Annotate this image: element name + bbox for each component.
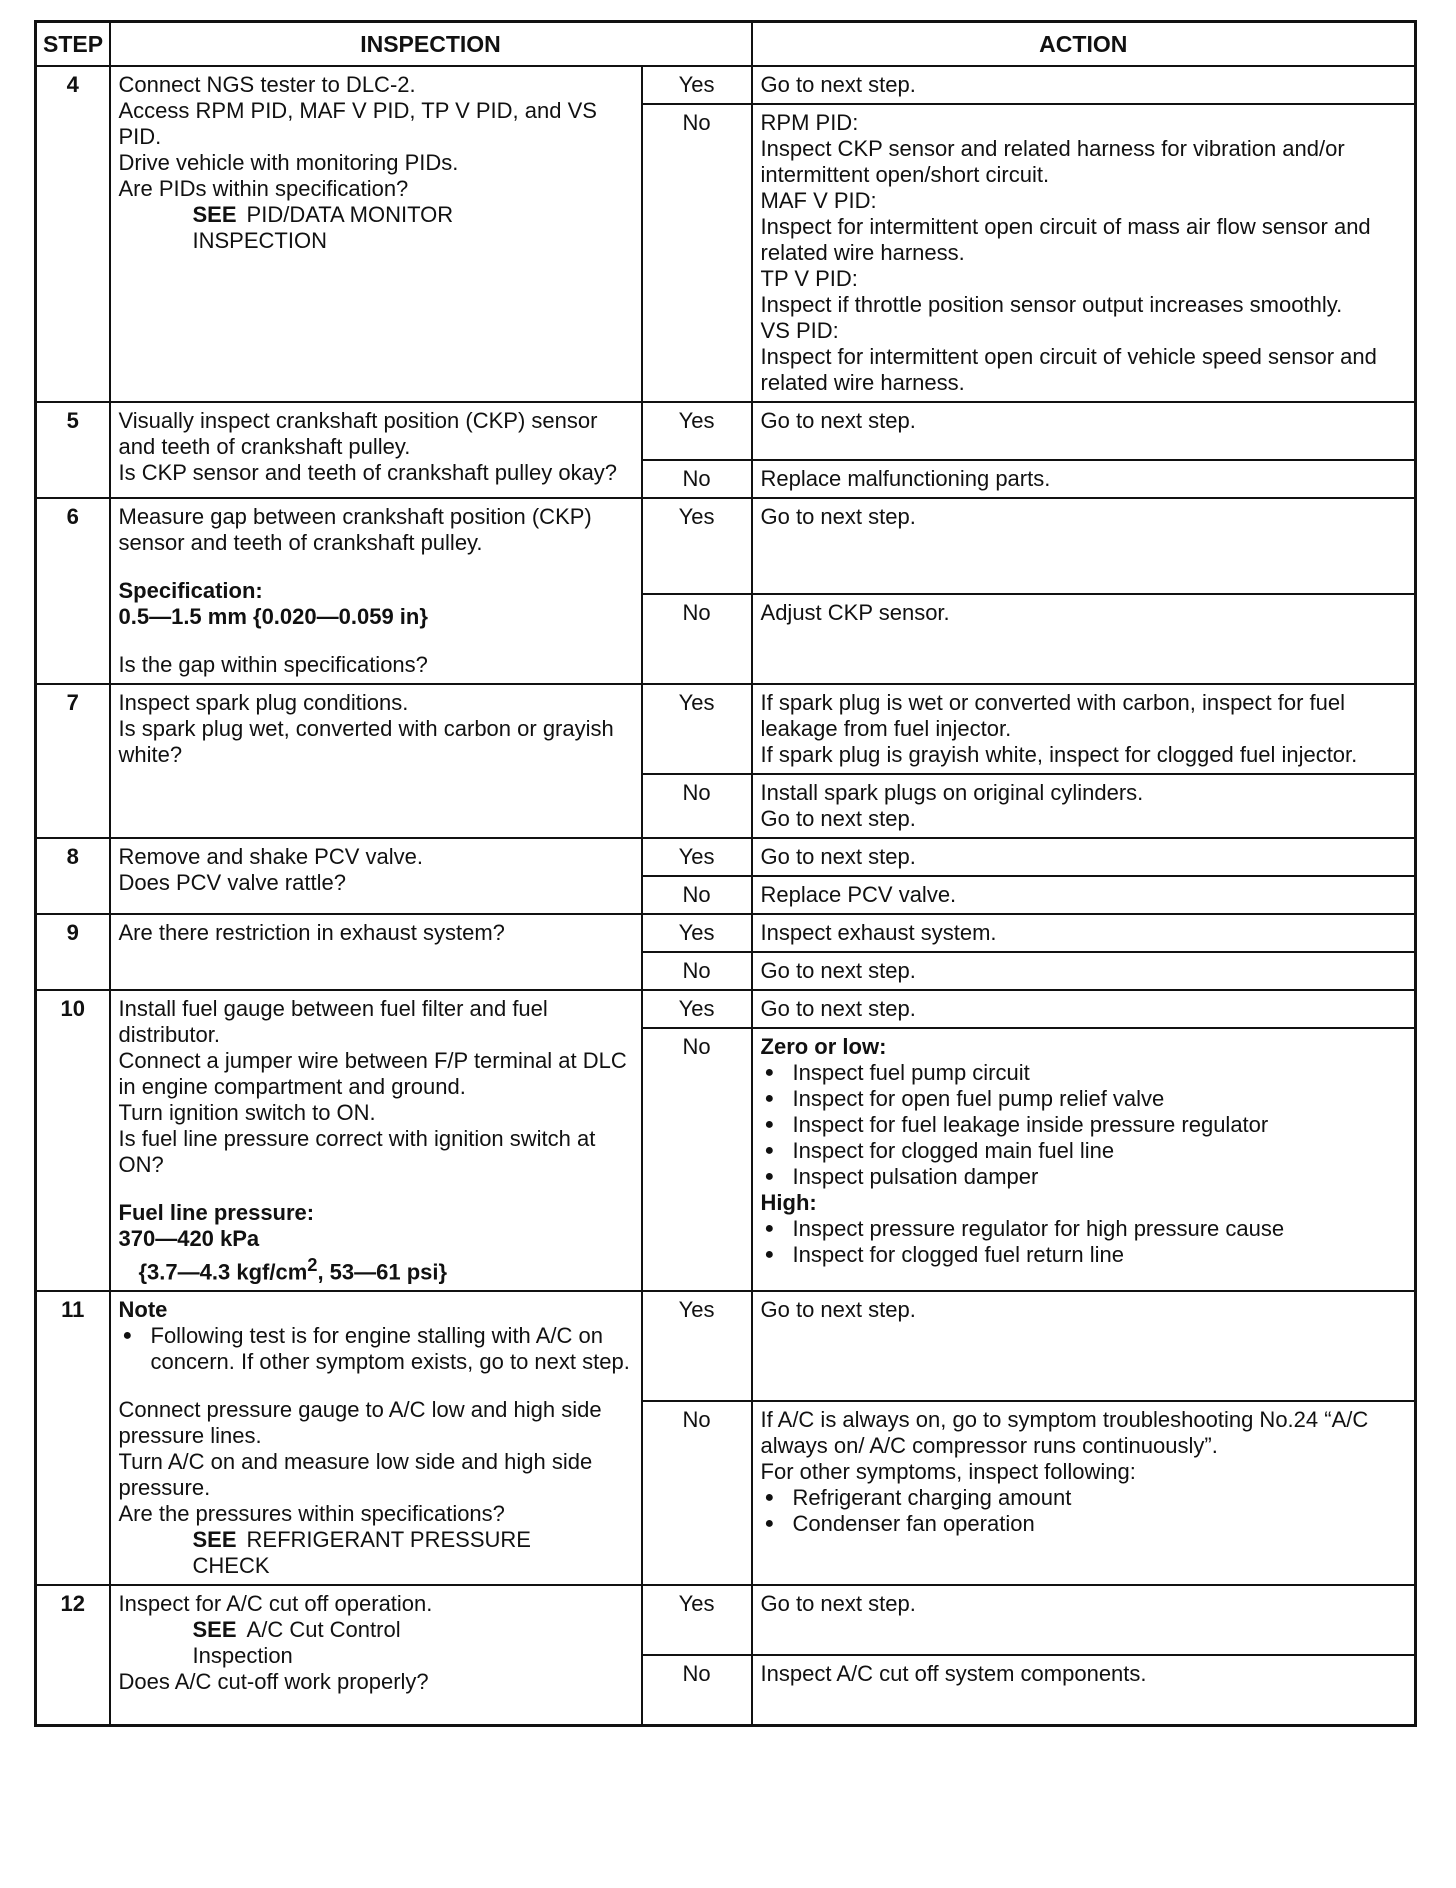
spec-value-alt-a: {3.7—4.3 kgf/cm bbox=[138, 1259, 308, 1285]
action-column-header: ACTION bbox=[752, 22, 1416, 67]
inspection-line: Measure gap between crankshaft position (CKP) sensor and teeth of crankshaft pulley. bbox=[118, 504, 592, 555]
step-9-yes-row bbox=[36, 914, 1416, 952]
yes-label: Yes bbox=[642, 66, 752, 104]
yes-label: Yes bbox=[642, 498, 752, 594]
no-label: No bbox=[642, 460, 752, 498]
yes-label: Yes bbox=[642, 684, 752, 774]
action-line: Inspect if throttle position sensor output increases smoothly. bbox=[760, 292, 1343, 317]
note-label: Note bbox=[118, 1297, 168, 1323]
spec-value-alt bbox=[119, 1252, 633, 1285]
yes-label: Yes bbox=[642, 1291, 752, 1401]
see-reference bbox=[119, 1617, 633, 1669]
step-5-yes-row bbox=[36, 402, 1416, 460]
step-inspection bbox=[110, 1585, 642, 1725]
inspection-line: Drive vehicle with monitoring PIDs. bbox=[118, 150, 459, 175]
step-4-yes-row bbox=[36, 66, 1416, 104]
inspection-line: Connect NGS tester to DLC-2. bbox=[118, 72, 416, 97]
yes-action: Go to next step. bbox=[752, 498, 1416, 594]
inspection-line: Is fuel line pressure correct with ignition switch at ON? bbox=[118, 1126, 596, 1177]
see-target: PID/DATA MONITOR bbox=[246, 202, 454, 227]
step-inspection bbox=[110, 402, 642, 498]
step-number: 10 bbox=[36, 990, 110, 1291]
yes-label: Yes bbox=[642, 402, 752, 460]
no-action: Inspect A/C cut off system components. bbox=[752, 1655, 1416, 1725]
inspection-line: Does PCV valve rattle? bbox=[118, 870, 346, 895]
no-label: No bbox=[642, 1655, 752, 1725]
step-7-yes-row bbox=[36, 684, 1416, 774]
no-label: No bbox=[642, 774, 752, 838]
inspection-line: Visually inspect crankshaft position (CKP) sensor and teeth of crankshaft pulley. bbox=[118, 408, 598, 459]
action-line: Inspect CKP sensor and related harness for vibration and/or intermittent open/short circuit. bbox=[760, 136, 1345, 187]
inspection-line: Is spark plug wet, converted with carbon or grayish white? bbox=[118, 716, 614, 767]
yes-action: Go to next step. bbox=[752, 1585, 1416, 1655]
note-item: ● Following test is for engine stalling with A/C on concern. If other symptom exists, go to next step. bbox=[119, 1323, 633, 1375]
inspection-question: Does A/C cut-off work properly? bbox=[118, 1669, 429, 1695]
no-action bbox=[752, 1028, 1416, 1291]
no-label: No bbox=[642, 1028, 752, 1291]
no-action bbox=[752, 104, 1416, 402]
no-action: Replace malfunctioning parts. bbox=[752, 460, 1416, 498]
yes-action: Go to next step. bbox=[752, 66, 1416, 104]
step-12-yes-row bbox=[36, 1585, 1416, 1655]
no-action: Adjust CKP sensor. bbox=[752, 594, 1416, 684]
step-inspection: Are there restriction in exhaust system? bbox=[110, 914, 642, 990]
yes-label: Yes bbox=[642, 990, 752, 1028]
see-target-cont: CHECK bbox=[192, 1553, 270, 1579]
bullet-item: ● Inspect fuel pump circuit bbox=[761, 1060, 1407, 1086]
inspection-line: Turn ignition switch to ON. bbox=[118, 1100, 376, 1125]
bullet-item: ● Inspect for clogged fuel return line bbox=[761, 1242, 1407, 1268]
inspection-line: Inspect spark plug conditions. bbox=[118, 690, 409, 715]
see-target: A/C Cut Control bbox=[246, 1617, 401, 1643]
step-number: 12 bbox=[36, 1585, 110, 1725]
step-10-yes-row bbox=[36, 990, 1416, 1028]
step-11-yes-row bbox=[36, 1291, 1416, 1401]
yes-label: Yes bbox=[642, 914, 752, 952]
step-number: 5 bbox=[36, 402, 110, 498]
step-column-header: STEP bbox=[36, 22, 110, 67]
no-label: No bbox=[642, 594, 752, 684]
inspection-column-header: INSPECTION bbox=[110, 22, 752, 67]
step-number: 6 bbox=[36, 498, 110, 684]
see-keyword: SEE bbox=[192, 1527, 237, 1553]
see-keyword: SEE bbox=[192, 1617, 237, 1643]
troubleshooting-table bbox=[34, 20, 1417, 1727]
step-inspection bbox=[110, 1291, 642, 1585]
see-target: REFRIGERANT PRESSURE bbox=[246, 1527, 531, 1553]
inspection-line: Are PIDs within specification? bbox=[118, 176, 409, 201]
yes-action: Go to next step. bbox=[752, 1291, 1416, 1401]
spec-value-alt-b: , 53—61 psi} bbox=[317, 1259, 448, 1285]
spec-label: Specification: bbox=[118, 578, 263, 603]
action-line: If spark plug is grayish white, inspect for clogged fuel injector. bbox=[760, 742, 1358, 767]
yes-action bbox=[752, 684, 1416, 774]
bullet-item: ● Inspect for clogged main fuel line bbox=[761, 1138, 1407, 1164]
yes-action: Inspect exhaust system. bbox=[752, 914, 1416, 952]
see-reference bbox=[119, 1527, 633, 1579]
action-line: Inspect for intermittent open circuit of vehicle speed sensor and related wire harness. bbox=[760, 344, 1377, 395]
bullet-item: ● Inspect pressure regulator for high pressure cause bbox=[761, 1216, 1407, 1242]
action-line: TP V PID: bbox=[760, 266, 858, 291]
yes-action: Go to next step. bbox=[752, 838, 1416, 876]
step-number: 7 bbox=[36, 684, 110, 838]
spec-value-alt-sup: 2 bbox=[307, 1254, 318, 1275]
spec-value: 370—420 kPa bbox=[118, 1226, 260, 1251]
step-number: 8 bbox=[36, 838, 110, 914]
step-number: 4 bbox=[36, 66, 110, 402]
no-action: Go to next step. bbox=[752, 952, 1416, 990]
action-line: If A/C is always on, go to symptom troubleshooting No.24 “A/C always on/ A/C compressor runs continuously”. bbox=[760, 1407, 1369, 1459]
action-line: If spark plug is wet or converted with carbon, inspect for fuel leakage from fuel injector. bbox=[760, 690, 1346, 741]
action-line: MAF V PID: bbox=[760, 188, 877, 213]
step-inspection bbox=[110, 990, 642, 1291]
table-header-row bbox=[36, 22, 1416, 67]
bullet-item: ● Condenser fan operation bbox=[761, 1511, 1407, 1537]
low-label: Zero or low: bbox=[760, 1034, 887, 1059]
no-label: No bbox=[642, 1401, 752, 1585]
no-action bbox=[752, 1401, 1416, 1585]
step-inspection bbox=[110, 498, 642, 684]
inspection-line: Connect pressure gauge to A/C low and high side pressure lines. bbox=[118, 1397, 602, 1449]
bullet-item: ● Inspect pulsation damper bbox=[761, 1164, 1407, 1190]
bullet-item: ● Inspect for open fuel pump relief valve bbox=[761, 1086, 1407, 1112]
action-line: RPM PID: bbox=[760, 110, 859, 135]
step-8-yes-row bbox=[36, 838, 1416, 876]
inspection-line: Are the pressures within specifications? bbox=[118, 1501, 505, 1527]
step-6-yes-row bbox=[36, 498, 1416, 594]
bullet-item: ● Refrigerant charging amount bbox=[761, 1485, 1407, 1511]
step-inspection bbox=[110, 684, 642, 838]
no-action: Replace PCV valve. bbox=[752, 876, 1416, 914]
yes-action: Go to next step. bbox=[752, 990, 1416, 1028]
action-line: For other symptoms, inspect following: bbox=[760, 1459, 1136, 1485]
no-label: No bbox=[642, 104, 752, 402]
inspection-line: Access RPM PID, MAF V PID, TP V PID, and VS PID. bbox=[118, 98, 597, 149]
no-label: No bbox=[642, 876, 752, 914]
action-line: VS PID: bbox=[760, 318, 839, 343]
no-action bbox=[752, 774, 1416, 838]
step-inspection bbox=[110, 838, 642, 914]
yes-label: Yes bbox=[642, 1585, 752, 1655]
no-label: No bbox=[642, 952, 752, 990]
yes-label: Yes bbox=[642, 838, 752, 876]
see-target-cont: Inspection bbox=[192, 1643, 293, 1669]
action-line: Go to next step. bbox=[760, 806, 916, 831]
inspection-question: Is the gap within specifications? bbox=[118, 652, 428, 677]
yes-action: Go to next step. bbox=[752, 402, 1416, 460]
inspection-line: Connect a jumper wire between F/P terminal at DLC in engine compartment and ground. bbox=[118, 1048, 627, 1099]
step-number: 11 bbox=[36, 1291, 110, 1585]
inspection-line: Is CKP sensor and teeth of crankshaft pulley okay? bbox=[118, 460, 618, 485]
inspection-line: Install fuel gauge between fuel filter and fuel distributor. bbox=[118, 996, 548, 1047]
inspection-line: Remove and shake PCV valve. bbox=[118, 844, 423, 869]
see-target-cont: INSPECTION bbox=[192, 228, 327, 253]
action-line: Install spark plugs on original cylinders. bbox=[760, 780, 1144, 805]
high-label: High: bbox=[760, 1190, 817, 1215]
step-number: 9 bbox=[36, 914, 110, 990]
troubleshooting-document bbox=[34, 20, 1414, 1727]
bullet-item: ● Inspect for fuel leakage inside pressure regulator bbox=[761, 1112, 1407, 1138]
inspection-line: Turn A/C on and measure low side and high side pressure. bbox=[118, 1449, 593, 1501]
inspection-line: Inspect for A/C cut off operation. bbox=[118, 1591, 433, 1617]
see-keyword: SEE bbox=[192, 202, 237, 227]
see-reference bbox=[119, 202, 633, 254]
spec-label: Fuel line pressure: bbox=[118, 1200, 315, 1225]
step-inspection bbox=[110, 66, 642, 402]
spec-value: 0.5—1.5 mm {0.020—0.059 in} bbox=[118, 604, 428, 629]
action-line: Inspect for intermittent open circuit of mass air flow sensor and related wire harness. bbox=[760, 214, 1371, 265]
